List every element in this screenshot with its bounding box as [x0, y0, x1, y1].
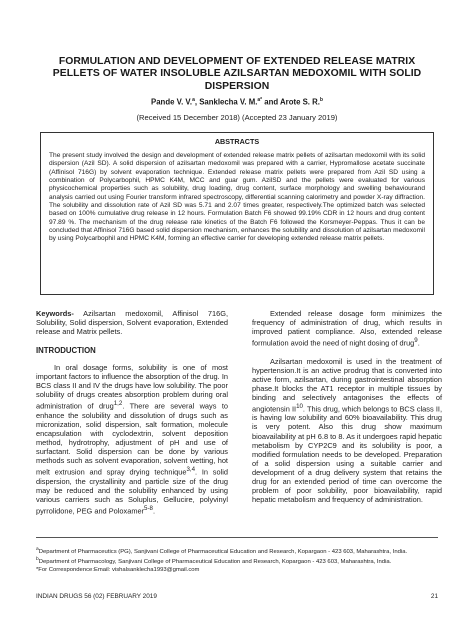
citation: 3,4: [186, 466, 196, 474]
intro-text-3: . In solid dispersion, the crystallinity and particle size of the drug may be reduced and the solubility enhanced by using various carriers such as Soluplus, Gellucire, polyvinyl pyrrolidone, PEG and Poloxamer: [36, 467, 228, 516]
intro-text-4: .: [152, 506, 156, 516]
author-2-affiliation: a*: [257, 97, 263, 103]
intro-text-1: In oral dosage forms, solubility is one of most important factors to influence the absorption of the drug. In BCS class II and IV the drugs have low solubility. The poor solubility of drugs creates absorption problem during oral administration of drug: [36, 363, 228, 411]
citation: 10: [296, 402, 303, 410]
author-1-affiliation: a: [192, 97, 195, 103]
author-3-affiliation: b: [319, 97, 323, 103]
footnote-b: [36, 556, 446, 566]
journal-info: INDIAN DRUGS 56 (02) FEBRUARY 2019: [36, 593, 157, 600]
footnotes: [36, 546, 446, 574]
author-2-name: Sanklecha V. M.: [199, 97, 258, 107]
keywords-text: Azilsartan medoxomil, Affinisol 716G, Solubility, Solid dispersion, Solvent evaporation, Extended release and Matrix pellets.: [36, 309, 228, 337]
keywords-label: Keywords-: [36, 309, 74, 318]
author-separator: and: [262, 97, 281, 107]
footnote-b-text: Department of Pharmacology, Sanjivani College of Pharmaceutical Education and Research, Kopargaon - 423 603, Maharashtra, India.: [38, 559, 392, 566]
footnote-divider: [36, 537, 438, 538]
page-number: 21: [430, 593, 438, 600]
introduction-paragraph: [36, 363, 228, 515]
er-text-1: Extended release dosage form minimizes the frequency of administration of drug, which results in improved patient compliance. Also, extended release formulation avoid the need of night dosing of drug: [252, 309, 442, 348]
citation: 5-8: [144, 504, 153, 512]
azil-text-2: . This drug, which belongs to BCS class II, is having low solubility and 60% bioavailability. This drug is very potent. Also this drug show maximum bioavailability at pH 6.8 to 8. As it undergoes rapid hepatic metabolism by CYP2C9 and its solubility is poor, a modified formulation needs to be developed. Preparation of a solid dispersion using a suitable carrier and development of a drug delivery system that retains the drug for an extended period of time can overcome the problem of poor solubility, poor bioavailability, rapid hepatic metabolism and frequency of administration.: [252, 404, 442, 504]
author-1-name: Pande V. V.: [151, 97, 193, 107]
author-3-name: Arote S. R.: [280, 97, 320, 107]
paper-title: FORMULATION AND DEVELOPMENT OF EXTENDED RELEASE MATRIX PELLETS OF WATER INSOLUBLE AZILSARTAN MEDOXOMIL WITH SOLID DISPERSION: [52, 56, 422, 92]
azilsartan-paragraph: [252, 357, 442, 504]
footnote-a-mark: a: [36, 547, 39, 552]
right-column: [252, 309, 442, 504]
citation: 9: [414, 337, 418, 345]
keywords-paragraph: [36, 309, 228, 336]
footnote-a: [36, 546, 446, 556]
citation: 1,2: [113, 400, 123, 408]
abstract-heading: ABSTRACTS: [214, 137, 260, 146]
left-column: [36, 309, 228, 515]
intro-text-2: . There are several ways to enhance the solubility and dissolution of drugs such as micronization, solid dispersion, salt formation, molecule encapsulation with cyclodextrin, solvent deposition method, hydrotrophy, adjustment of pH and use of surfactant. Solid dispersion can be done by various methods such as solvent evaporation, solvent wetting, hot melt extrusion and spray drying technique: [36, 401, 228, 477]
introduction-heading: INTRODUCTION: [36, 346, 96, 356]
received-accepted-dates: (Received 15 December 2018) (Accepted 23 January 2019): [136, 113, 338, 122]
footnote-a-text: Department of Pharmaceutics (PG), Sanjivani College of Pharmaceutical Education and Research, Kopargaon - 423 603, Maharashtra, India.: [38, 548, 408, 555]
author-separator: ,: [194, 97, 200, 107]
author-line: [40, 97, 434, 107]
abstract-text: The present study involved the design and development of extended release matrix pellets of azilsartan medoxomil with its solid dispersion (Azil SD). A solid dispersion of azilsartan medoxomil was prepared with a carrier, Hypromallose acetate succinate (Affinisol 716G) by solvent evaporation technique. Extended release matrix pellets were prepared from Azil SD using a combination of Polycarbophil, HPMC K4M, MCC and guar gum. AzilSD and the pellets were evaluated for various physicochemical properties such as solubility, drug loading, drug content, surface morphology and swelling behaviourand analysis carried out using Fourier transform infrared spectroscopy, differential scanning calorimetry and powder X-ray diffraction. The solubility and dissolution rate of Azil SD was 5.71 and 2.07 times greater, respectively.The optimized batch was selected based on 100% cumulative drug release in 12 hours. Formulation Batch F6 showed 99.19% CDR in 12 hours and drug content 97.89 %. The mechanism of the drug release rate kinetics of the Batch F6 followed the Korsmeyer-Peppas. Thus it can be concluded that Affinisol 716G based solid dispersion mechanism, enhances the solubility and dissolution of azilsartan medoxomil by using Polycarbophil and HPMC K4M, forming an effective carrier for developing extended release matrix pellets.: [49, 152, 425, 243]
footnote-b-mark: b: [36, 557, 39, 563]
azil-text-1: Azilsartan medoxomil is used in the treatment of hypertension.It is an active prodrug that is converted into active form, azilsartan, during gastrointestinal absorption phase.It blocks the AT1 receptor in multiple tissues by binding and selectively antagonises the effects of angiotensin II: [252, 356, 442, 414]
abstract-box: [40, 132, 434, 295]
er-text-2: .: [417, 338, 420, 348]
correspondence-footnote: *For Correspondence:Email: vishalsanklecha1993@gmail.com: [36, 567, 200, 574]
extended-release-paragraph: [252, 309, 442, 348]
